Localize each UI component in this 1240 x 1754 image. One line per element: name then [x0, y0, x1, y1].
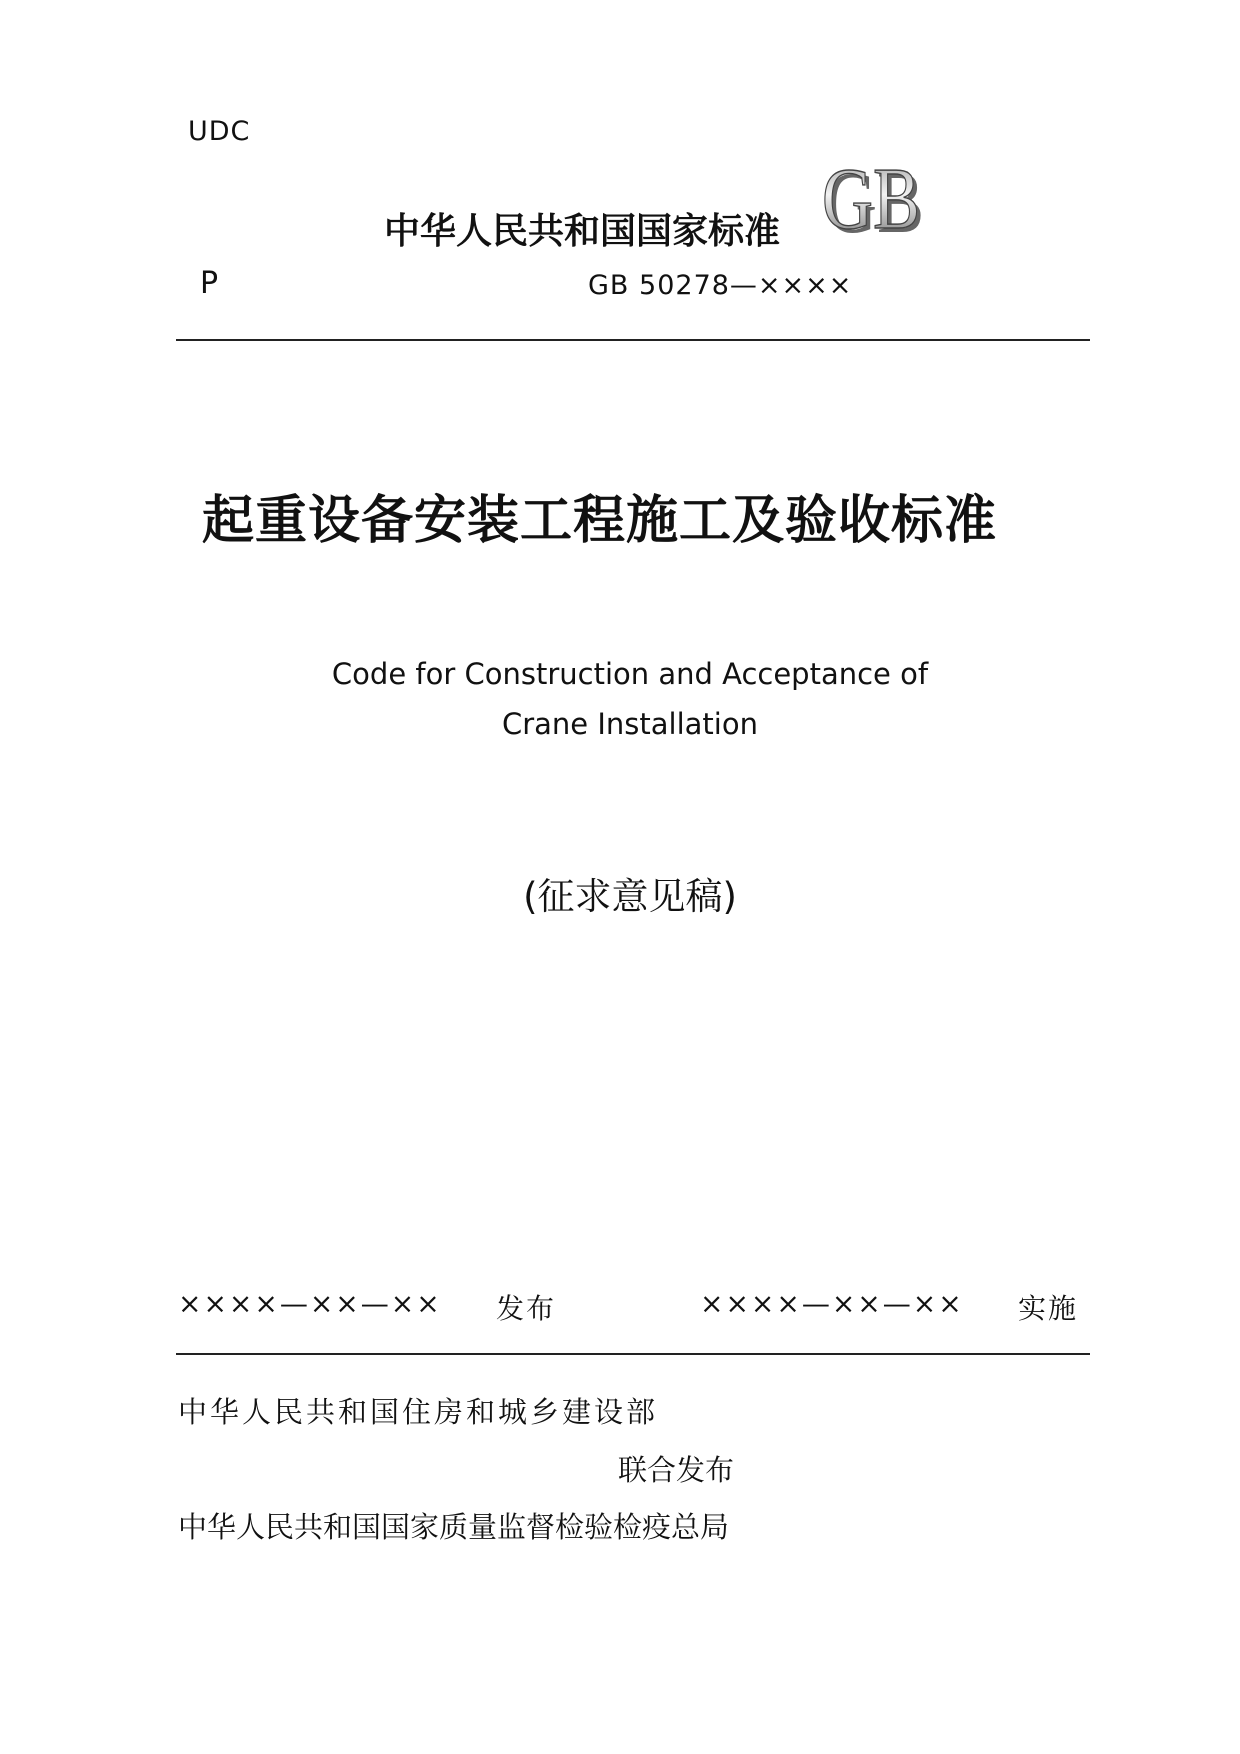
joint-issue-label: 联合发布 — [618, 1453, 735, 1487]
chinese-title: 起重设备安装工程施工及验收标准 — [202, 490, 998, 551]
top-divider — [176, 339, 1090, 341]
gb-logo — [820, 156, 930, 242]
bottom-divider — [176, 1353, 1090, 1355]
udc-label: UDC — [188, 116, 251, 147]
effective-label: 实施 — [1018, 1292, 1079, 1325]
svg-text:GB: GB — [822, 156, 920, 242]
national-standard-heading: 中华人民共和国国家标准 — [384, 210, 781, 252]
publish-date: ××××—××—×× — [178, 1287, 442, 1320]
effective-date: ××××—××—×× — [700, 1287, 964, 1320]
svg-text:GB: GB — [826, 156, 924, 242]
publish-label: 发布 — [496, 1292, 557, 1325]
english-title-line-2: Crane Installation — [501, 707, 758, 741]
english-title-line-1: Code for Construction and Acceptance of — [331, 657, 929, 691]
classification-code: P — [200, 266, 219, 301]
draft-status: (征求意见稿) — [523, 875, 737, 918]
standard-number: GB 50278—×××× — [588, 270, 853, 301]
issuer-ministry-housing: 中华人民共和国住房和城乡建设部 — [178, 1395, 659, 1429]
issuer-quality-inspection: 中华人民共和国国家质量监督检验检疫总局 — [178, 1510, 730, 1544]
